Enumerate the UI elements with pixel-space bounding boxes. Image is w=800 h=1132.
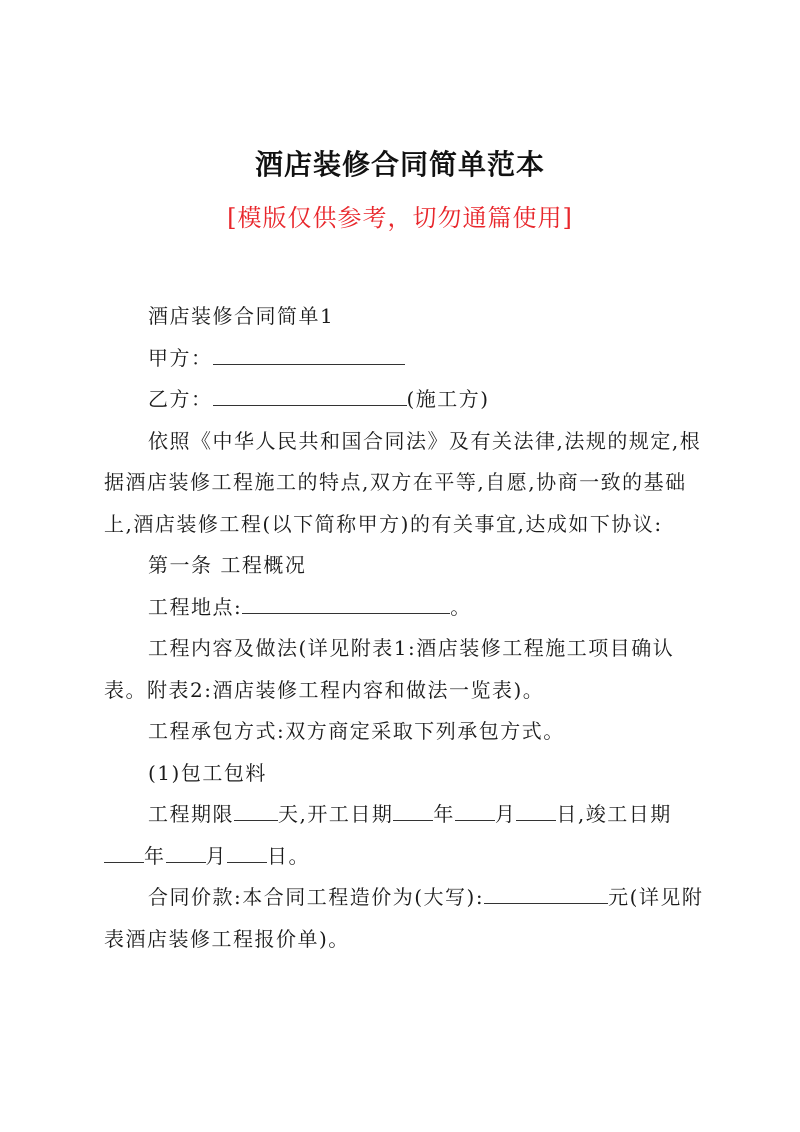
- contract-body: [104, 296, 704, 960]
- party-b-line: [104, 379, 704, 421]
- party-b-suffix: (施工方): [406, 387, 490, 411]
- end-day-blank[interactable]: [227, 838, 267, 863]
- start-year-label: 年: [433, 802, 455, 826]
- price-prefix: 合同价款:本合同工程造价为(大写):: [148, 885, 485, 909]
- price-paragraph: [104, 877, 704, 960]
- party-b-label: 乙方：: [148, 387, 213, 411]
- party-a-blank[interactable]: [213, 340, 405, 365]
- period-days: 天,开工日期: [278, 802, 394, 826]
- days-blank[interactable]: [234, 796, 278, 821]
- intro-paragraph: 依照《中华人民共和国合同法》及有关法律,法规的规定,根据酒店装修工程施工的特点,双方在平等,自愿,协商一致的基础上,酒店装修工程(以下简称甲方)的有关事宜,达成如下协议:: [104, 428, 702, 536]
- template-notice: [模版仅供参考，切勿通篇使用]: [227, 204, 573, 232]
- price-blank[interactable]: [484, 879, 608, 904]
- article-1-heading: 第一条 工程概况: [148, 553, 307, 577]
- period-paragraph: [104, 794, 704, 877]
- start-year-blank[interactable]: [393, 796, 433, 821]
- location-line: [104, 587, 704, 629]
- location-suffix: 。: [450, 594, 472, 619]
- period-prefix: 工程期限: [148, 802, 234, 826]
- end-month-label: 月: [205, 843, 227, 868]
- party-a-line: [104, 338, 704, 380]
- start-month-blank[interactable]: [455, 796, 495, 821]
- location-blank[interactable]: [242, 589, 450, 614]
- price-suffix: 元(详见附表酒店装修工程报价单)。: [104, 885, 704, 951]
- party-a-label: 甲方：: [148, 345, 213, 370]
- end-year-label: 年: [144, 843, 166, 868]
- contract-heading: 酒店装修合同简单1: [148, 304, 335, 328]
- option-1-line: (1)包工包料: [148, 760, 267, 785]
- start-month-label: 月: [494, 802, 517, 826]
- end-day-label: 日。: [267, 843, 310, 868]
- location-label: 工程地点:: [148, 594, 243, 619]
- party-b-blank[interactable]: [213, 381, 407, 406]
- document-title: 酒店装修合同简单范本: [254, 148, 545, 181]
- contract-method-line: 工程承包方式:双方商定采取下列承包方式。: [148, 719, 565, 743]
- content-method-paragraph: 工程内容及做法(详见附表1:酒店装修工程施工项目确认表。附表2:酒店装修工程内容和做法一览表)。: [104, 636, 675, 702]
- end-year-blank[interactable]: [104, 838, 144, 863]
- end-month-blank[interactable]: [166, 838, 206, 863]
- start-day-label: 日,竣工日期: [556, 802, 672, 826]
- start-day-blank[interactable]: [516, 796, 556, 821]
